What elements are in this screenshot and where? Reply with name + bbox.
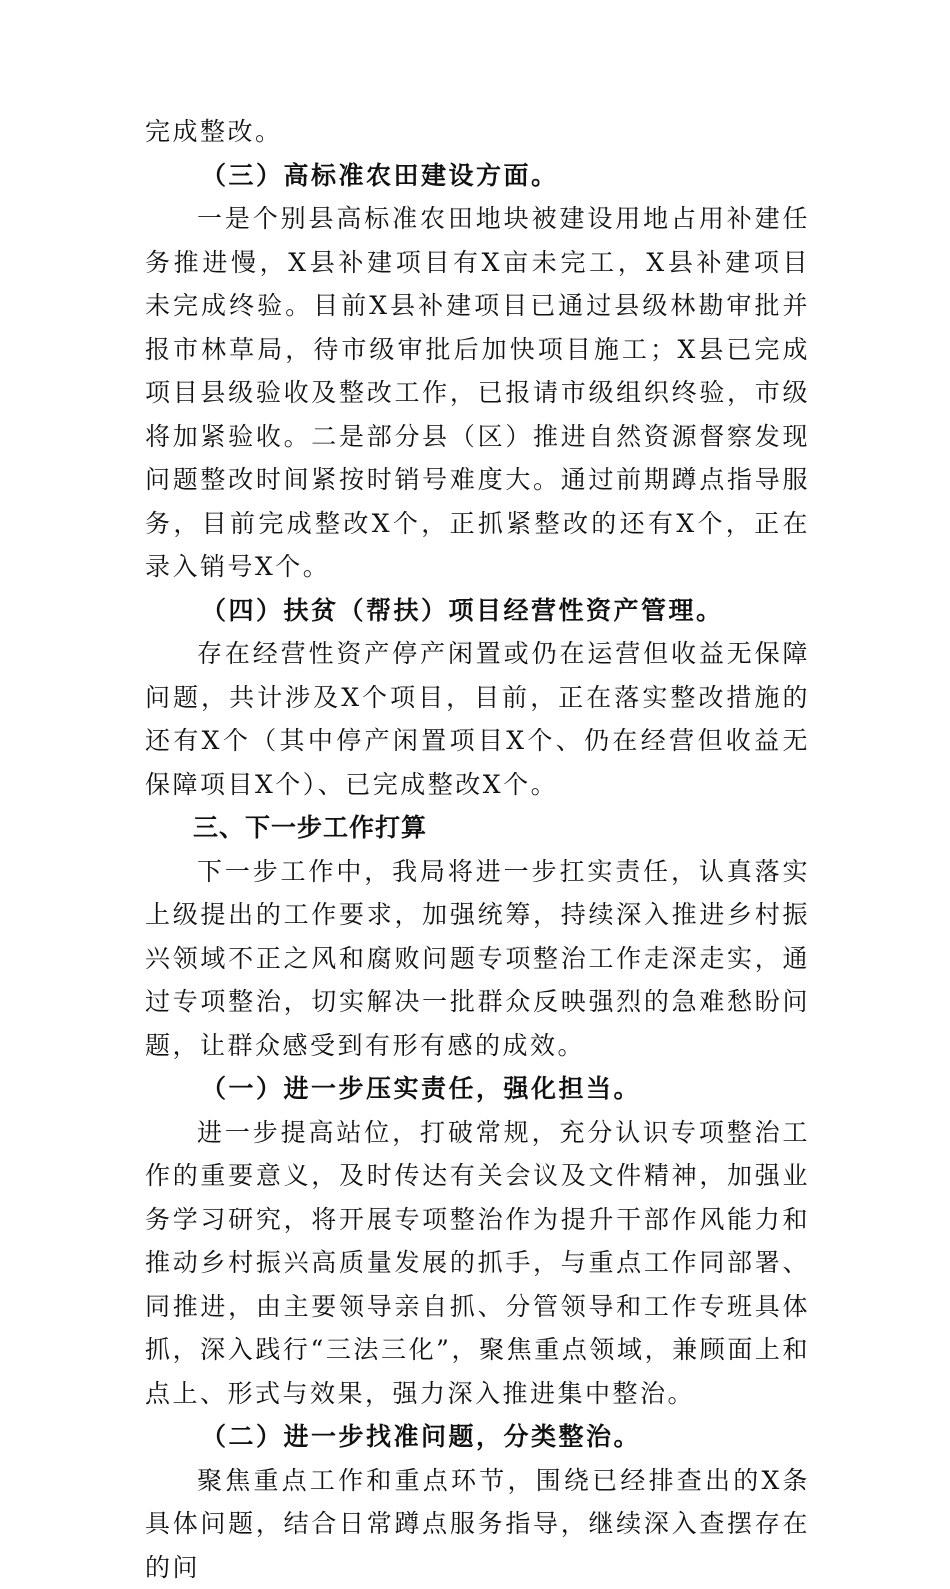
paragraph-continuation: 完成整改。 — [145, 110, 810, 154]
chapter-heading-next-steps: 三、下一步工作打算 — [145, 806, 810, 850]
section-heading-problems: （二）进一步找准问题，分类整治。 — [145, 1415, 810, 1459]
document-body — [145, 110, 810, 1589]
paragraph-assets: 存在经营性资产停产闲置或仍在运营但收益无保障问题，共计涉及X个项目，目前，正在落实整改措施的还有X个（其中停产闲置项目X个、仍在经营但收益无保障项目X个）、已完成整改X个。 — [145, 632, 810, 806]
section-heading-assets: （四）扶贫（帮扶）项目经营性资产管理。 — [145, 589, 810, 633]
paragraph-farmland: 一是个别县高标准农田地块被建设用地占用补建任务推进慢，X县补建项目有X亩未完工，X县补建项目未完成终验。目前X县补建项目已通过县级林勘审批并报市林草局，待市级审批后加快项目施工；X县已完成项目县级验收及整改工作，已报请市级组织终验，市级将加紧验收。二是部分县（区）推进自然资源督察发现问题整改时间紧按时销号难度大。通过前期蹲点指导服务，目前完成整改X个，正抓紧整改的还有X个，正在录入销号X个。 — [145, 197, 810, 589]
paragraph-responsibility: 进一步提高站位，打破常规，充分认识专项整治工作的重要意义，及时传达有关会议及文件精神，加强业务学习研究，将开展专项整治作为提升干部作风能力和推动乡村振兴高质量发展的抓手，与重点工作同部署、同推进，由主要领导亲自抓、分管领导和工作专班具体抓，深入践行“三法三化”，聚焦重点领域，兼顾面上和点上、形式与效果，强力深入推进集中整治。 — [145, 1111, 810, 1416]
paragraph-next-steps: 下一步工作中，我局将进一步扛实责任，认真落实上级提出的工作要求，加强统筹，持续深入推进乡村振兴领域不正之风和腐败问题专项整治工作走深走实，通过专项整治，切实解决一批群众反映强烈的急难愁盼问题，让群众感受到有形有感的成效。 — [145, 850, 810, 1068]
paragraph-problems: 聚焦重点工作和重点环节，围绕已经排查出的X条具体问题，结合日常蹲点服务指导，继续深入查摆存在的问 — [145, 1459, 810, 1589]
section-heading-responsibility: （一）进一步压实责任，强化担当。 — [145, 1067, 810, 1111]
section-heading-farmland: （三）高标准农田建设方面。 — [145, 154, 810, 198]
